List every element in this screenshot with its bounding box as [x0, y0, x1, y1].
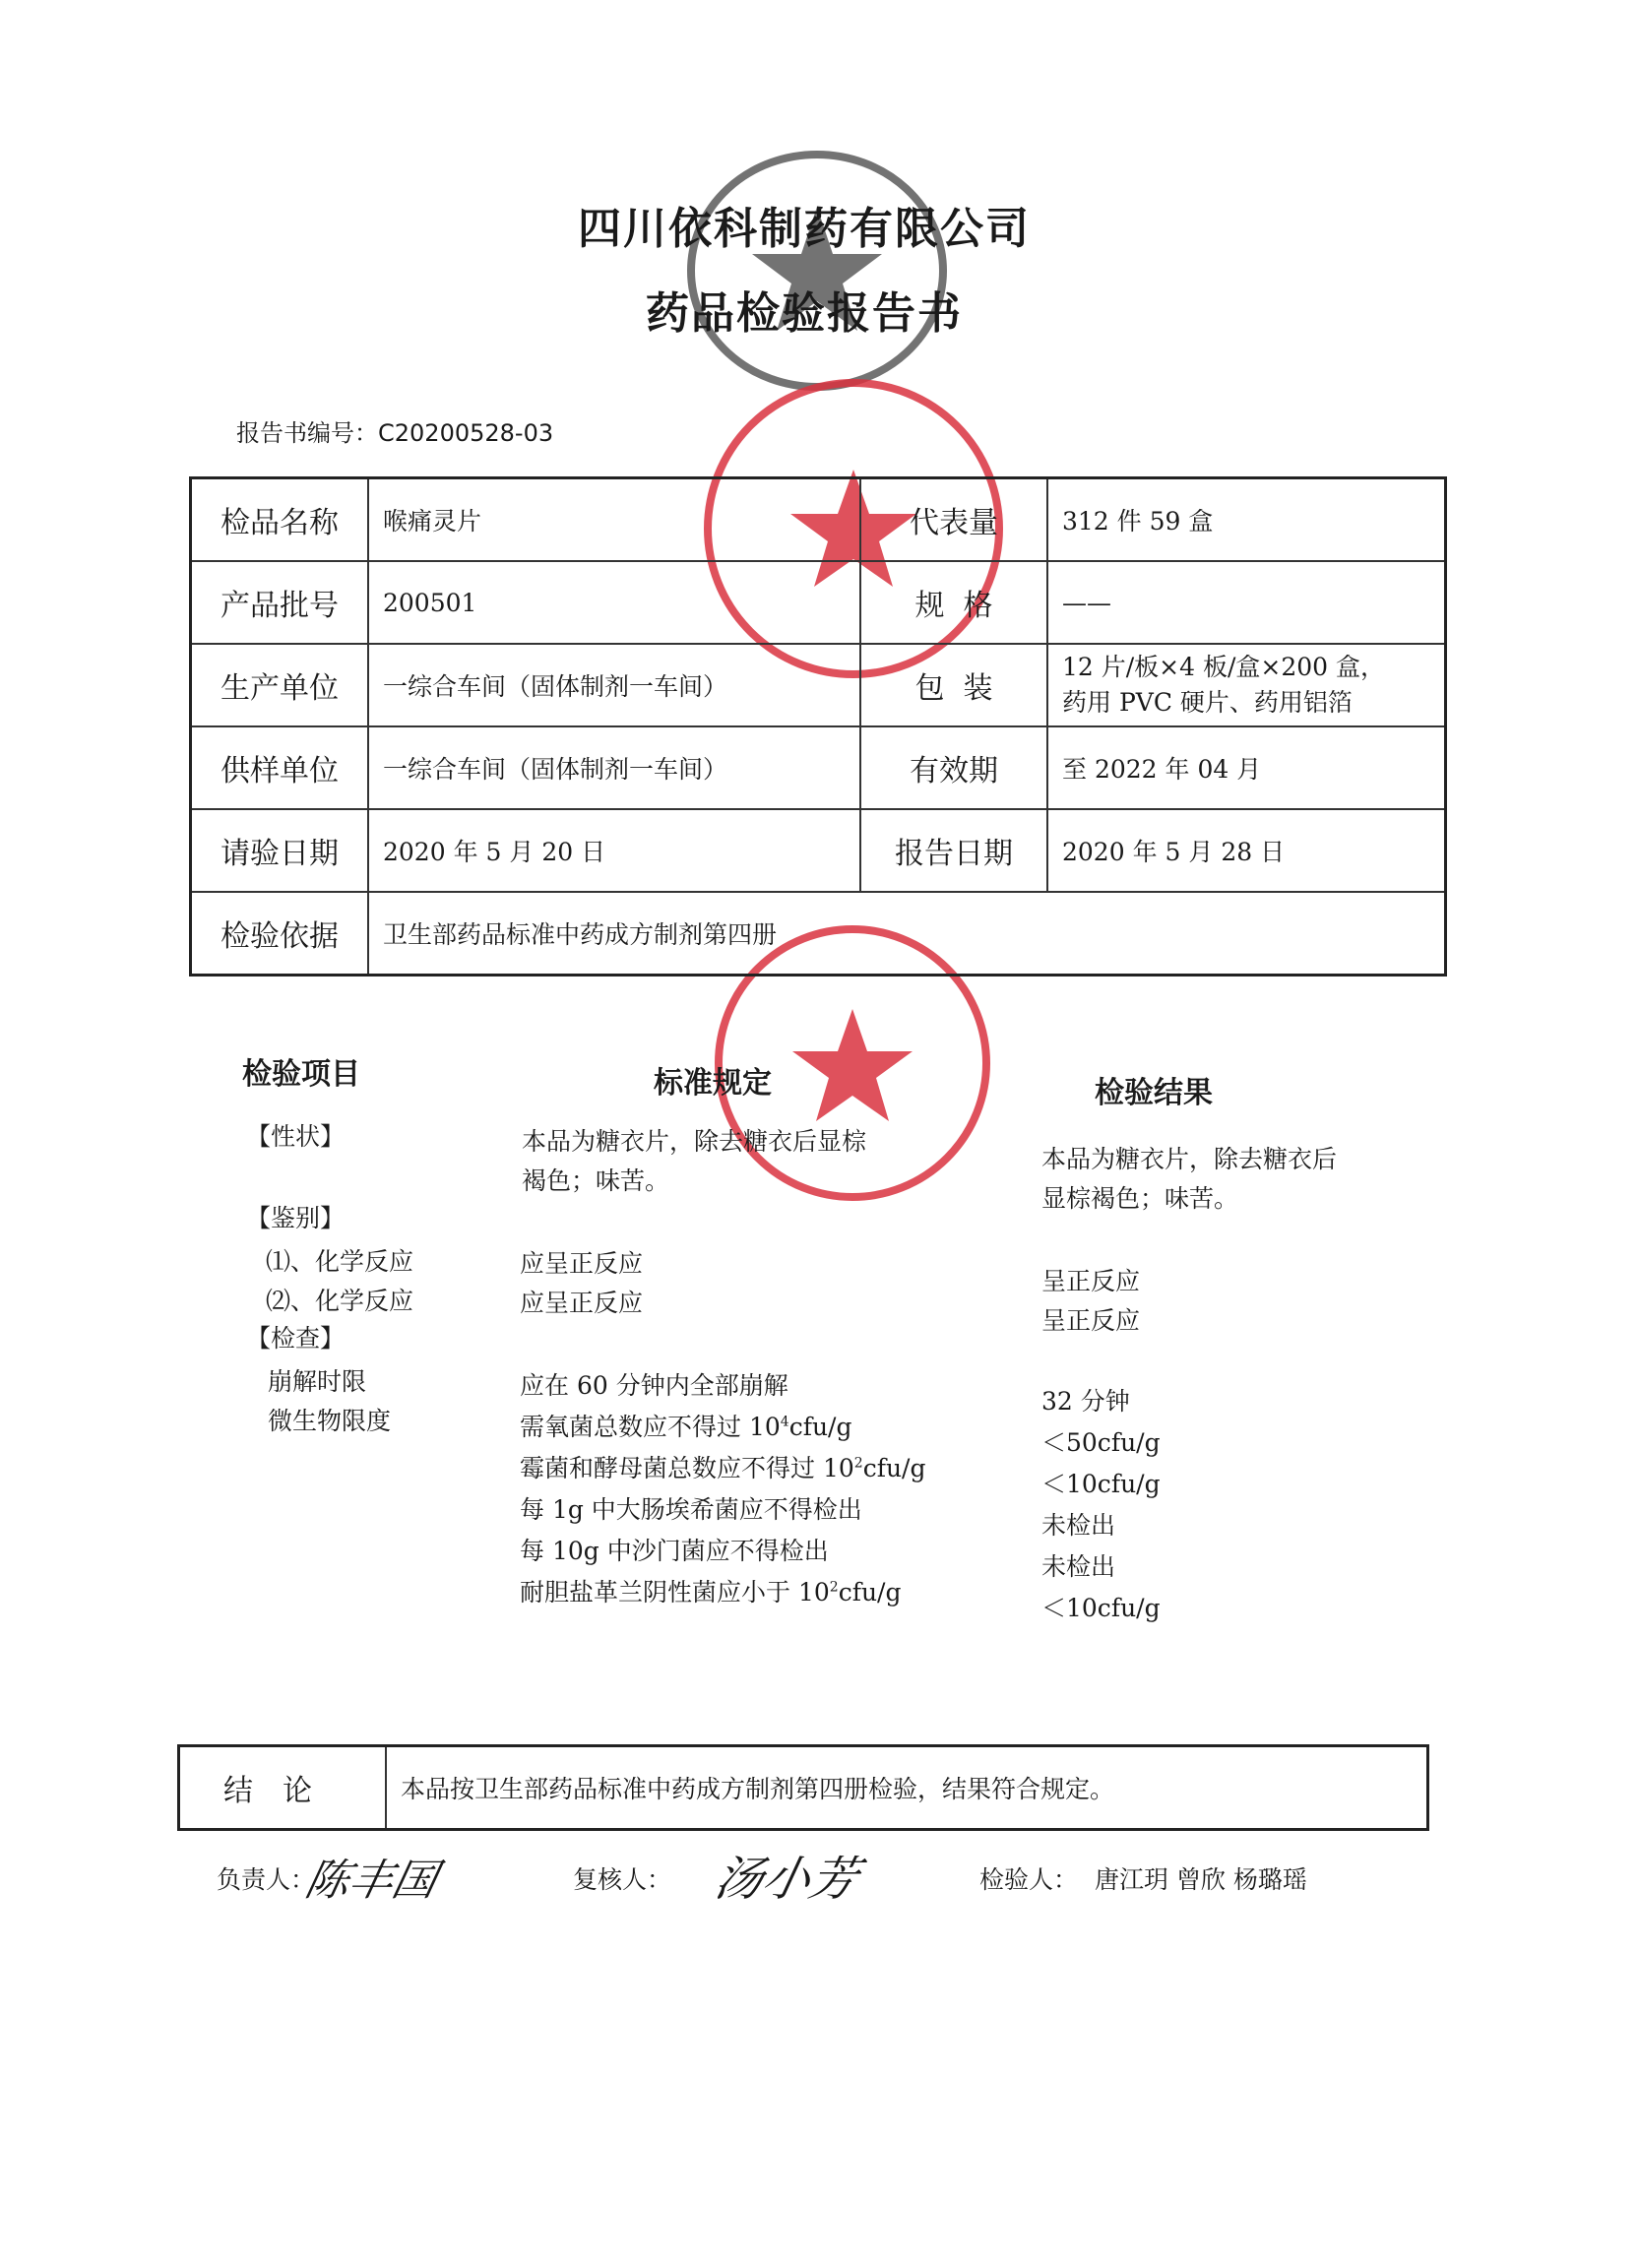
spec-value: ——	[1047, 561, 1446, 644]
col-header-item: 检验项目	[242, 1057, 360, 1092]
ident-2-result: 呈正反应	[1041, 1306, 1141, 1335]
disintegration-standard: 应在 60 分钟内全部崩解	[520, 1371, 788, 1400]
table-row	[191, 478, 1446, 562]
report-number-label: 报告书编号：	[236, 419, 378, 447]
micro-5-exponent: 2	[829, 1579, 839, 1596]
expiry-value: 至 2022 年 04 月	[1047, 726, 1446, 809]
basis-value: 卫生部药品标准中药成方制剂第四册	[368, 892, 1446, 976]
expiry-label: 有效期	[860, 726, 1047, 809]
table-row	[179, 1746, 1428, 1830]
product-info-table	[189, 476, 1447, 976]
table-row	[191, 561, 1446, 644]
ident-1-name: ⑴、化学反应	[266, 1247, 414, 1276]
ident-2-name: ⑵、化学反应	[266, 1287, 414, 1315]
responsible-label: 负责人：	[217, 1865, 316, 1894]
inspection-report-seal	[669, 138, 965, 404]
micro-3-result: 未检出	[1041, 1511, 1116, 1540]
report-number-value: C20200528-03	[378, 419, 554, 447]
col-header-result: 检验结果	[1095, 1076, 1213, 1110]
micro-2-exponent: 2	[853, 1455, 863, 1472]
report-number	[236, 413, 553, 448]
basis-label: 检验依据	[191, 892, 369, 976]
product-name-label: 检品名称	[191, 478, 369, 562]
conclusion-table	[177, 1744, 1429, 1831]
micro-1-unit: cfu/g	[788, 1413, 852, 1441]
micro-2-standard	[520, 1449, 925, 1484]
micro-2-result: ＜10cfu/g	[1041, 1470, 1161, 1498]
micro-2-unit: cfu/g	[862, 1454, 926, 1482]
appearance-standard-line-2: 褐色；味苦。	[522, 1166, 670, 1195]
table-row	[191, 644, 1446, 726]
disintegration-result: 32 分钟	[1041, 1387, 1130, 1416]
package-line-2: 药用 PVC 硬片、药用铝箔	[1062, 688, 1353, 717]
ident-1-standard: 应呈正反应	[520, 1249, 644, 1278]
request-date-value: 2020 年 5 月 20 日	[368, 809, 860, 892]
reviewer-label: 复核人：	[573, 1865, 672, 1894]
appearance-result-line-1: 本品为糖衣片，除去糖衣后	[1041, 1145, 1338, 1173]
appearance-category: 【性状】	[246, 1122, 346, 1151]
micro-1-result: ＜50cfu/g	[1041, 1428, 1161, 1457]
micro-4-standard: 每 10g 中沙门菌应不得检出	[520, 1537, 829, 1565]
identification-category: 【鉴别】	[246, 1204, 346, 1232]
report-date-value: 2020 年 5 月 28 日	[1047, 809, 1446, 892]
inspector-names: 唐江玥 曾欣 杨璐瑶	[1095, 1865, 1307, 1894]
appearance-result-line-2: 显棕褐色；味苦。	[1041, 1184, 1239, 1213]
batch-label: 产品批号	[191, 561, 369, 644]
ident-1-result: 呈正反应	[1041, 1267, 1141, 1295]
responsible-signature: 陈丰国	[300, 1856, 442, 1906]
request-date-label: 请验日期	[191, 809, 369, 892]
supplier-value: 一综合车间（固体制剂一车间）	[368, 726, 860, 809]
document-title: 药品检验报告书	[646, 288, 963, 339]
micro-2-standard-text: 霉菌和酵母菌总数应不得过 10	[520, 1454, 854, 1482]
batch-value: 200501	[368, 561, 860, 644]
ident-2-standard: 应呈正反应	[520, 1289, 644, 1317]
package-value	[1047, 644, 1446, 726]
report-date-label: 报告日期	[860, 809, 1047, 892]
conclusion-label: 结论	[179, 1746, 387, 1830]
micro-3-standard: 每 1g 中大肠埃希菌应不得检出	[520, 1495, 862, 1524]
producer-value: 一综合车间（固体制剂一车间）	[368, 644, 860, 726]
micro-5-result: ＜10cfu/g	[1041, 1594, 1161, 1622]
table-row	[191, 726, 1446, 809]
supplier-label: 供样单位	[191, 726, 369, 809]
appearance-standard-line-1: 本品为糖衣片，除去糖衣后显棕	[522, 1127, 867, 1156]
micro-5-unit: cfu/g	[838, 1578, 902, 1606]
package-label: 包 装	[860, 644, 1047, 726]
micro-5-standard-text: 耐胆盐革兰阴性菌应小于 10	[520, 1578, 830, 1606]
company-name: 四川依科制药有限公司	[578, 204, 1031, 254]
micro-5-standard	[520, 1573, 901, 1608]
package-line-1: 12 片/板×4 板/盒×200 盒，	[1062, 653, 1386, 681]
table-row	[191, 809, 1446, 892]
conclusion-text: 本品按卫生部药品标准中药成方制剂第四册检验，结果符合规定。	[386, 1746, 1428, 1830]
quantity-label: 代表量	[860, 478, 1047, 562]
disintegration-name: 崩解时限	[268, 1367, 367, 1396]
product-name-value: 喉痛灵片	[368, 478, 860, 562]
reviewer-signature: 汤小芳	[710, 1852, 864, 1907]
col-header-standard: 标准规定	[654, 1066, 772, 1101]
micro-4-result: 未检出	[1041, 1552, 1116, 1581]
microbial-limit-name: 微生物限度	[268, 1407, 392, 1435]
inspector-label: 检验人：	[979, 1865, 1079, 1894]
micro-1-standard-text: 需氧菌总数应不得过 10	[520, 1413, 781, 1441]
producer-label: 生产单位	[191, 644, 369, 726]
micro-1-exponent: 4	[780, 1414, 789, 1430]
micro-1-standard	[520, 1408, 851, 1443]
check-category: 【检查】	[246, 1324, 346, 1353]
quantity-value: 312 件 59 盒	[1047, 478, 1446, 562]
table-row	[191, 892, 1446, 976]
spec-label: 规 格	[860, 561, 1047, 644]
